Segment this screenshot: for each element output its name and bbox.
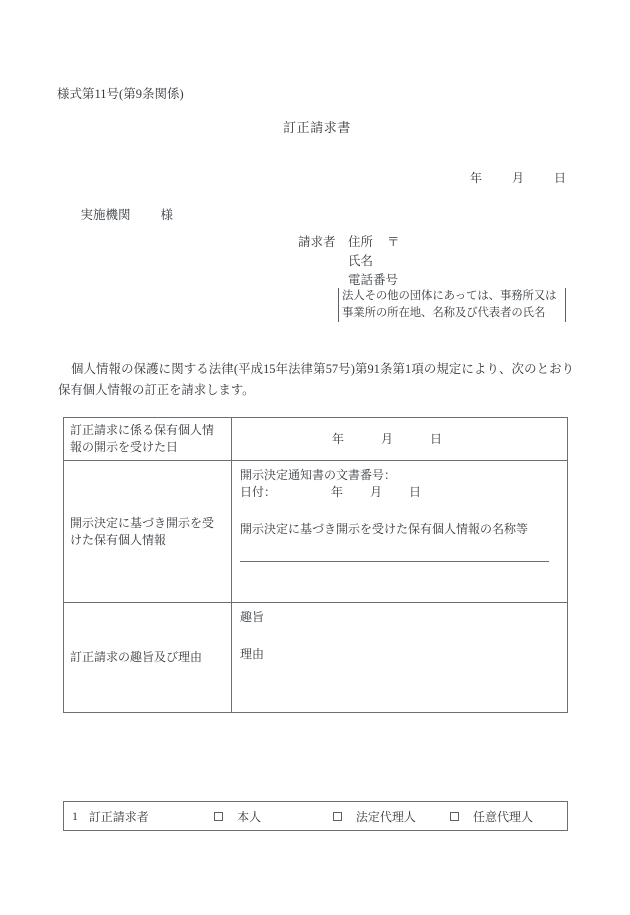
row-label-disclosed-info: 開示決定に基づき開示を受けた保有個人情報: [64, 461, 232, 603]
decision-date-line[interactable]: [240, 484, 559, 501]
decision-date-month: 月: [370, 485, 383, 499]
recipient-honorific: 様: [160, 207, 174, 222]
organization-note-bracket: [338, 288, 566, 322]
disclosure-date-day: 日: [430, 431, 443, 446]
disclosure-date-year: 年: [332, 431, 345, 446]
form-number: 様式第11号(第9条関係): [57, 87, 184, 101]
checkbox-icon[interactable]: [450, 812, 459, 821]
checkbox-icon[interactable]: [214, 812, 223, 821]
item-number: 1: [72, 808, 78, 823]
table-row: [64, 418, 568, 461]
requester-name-label: 氏名: [348, 254, 374, 268]
requester-phone-label: 電話番号: [348, 273, 399, 287]
recipient-line: [68, 196, 173, 234]
requester-address-line: [298, 233, 400, 252]
header-date-year: 年: [470, 171, 483, 185]
header-date-line: [458, 160, 566, 196]
row-value-disclosure-date[interactable]: [232, 418, 568, 461]
option-self[interactable]: [214, 808, 333, 825]
row-value-purpose-reason[interactable]: [232, 603, 568, 713]
purpose-label: 趣旨: [240, 610, 265, 624]
decision-date-year: 年: [331, 485, 344, 499]
postal-mark-icon: 〒: [387, 235, 400, 249]
organization-note-line-1: 法人その他の団体にあっては、事務所又は: [342, 290, 557, 302]
decision-date-day: 日: [409, 485, 422, 499]
option-legal-representative[interactable]: [333, 808, 450, 825]
header-date-month: 月: [512, 171, 525, 185]
requester-type-cell[interactable]: [64, 802, 568, 831]
row-value-disclosed-info[interactable]: [232, 461, 568, 603]
requester-name-line: [298, 252, 400, 271]
write-in-rule[interactable]: [240, 560, 549, 562]
header-date-day: 日: [554, 171, 567, 185]
main-form-table: [63, 417, 568, 713]
page-title: 訂正請求書: [283, 120, 352, 135]
disclosure-date-fields[interactable]: [240, 431, 559, 448]
disclosure-date-month: 月: [381, 431, 394, 446]
option-self-label: 本人: [237, 809, 262, 824]
table-row: [64, 603, 568, 713]
requester-type-row: [64, 808, 567, 825]
decision-doc-number-line: 開示決定通知書の文書番号：: [240, 468, 397, 482]
recipient-label: 実施機関: [80, 207, 131, 222]
row-label-purpose-reason: 訂正請求の趣旨及び理由: [64, 603, 232, 713]
spacer: [240, 626, 559, 646]
option-voluntary-representative[interactable]: [450, 808, 567, 825]
decision-date-label: 日付：: [240, 485, 277, 499]
organization-note-line-2: 事業所の所在地、名称及び代表者の氏名: [342, 307, 546, 319]
checkbox-icon[interactable]: [333, 812, 342, 821]
requester-type-table: [63, 801, 568, 831]
body-paragraph: 個人情報の保護に関する法律(平成15年法律第57号)第91条第1項の規定により、次のとおり保有個人情報の訂正を請求します。: [58, 362, 574, 397]
item-title: 訂正請求者: [88, 809, 149, 824]
table-row: [64, 461, 568, 603]
requester-block: [298, 233, 400, 290]
spacer: [240, 501, 559, 521]
option-voluntary-representative-label: 任意代理人: [472, 809, 533, 824]
table-row: [64, 802, 568, 831]
reason-label: 理由: [240, 647, 265, 661]
option-legal-representative-label: 法定代理人: [355, 809, 416, 824]
requester-heading: 請求者: [298, 235, 336, 249]
disclosed-info-name-line: 開示決定に基づき開示を受けた保有個人情報の名称等: [240, 522, 529, 536]
requester-address-label: 住所: [348, 235, 374, 249]
row-label-disclosure-date: 訂正請求に係る保有個人情報の開示を受けた日: [64, 418, 232, 461]
